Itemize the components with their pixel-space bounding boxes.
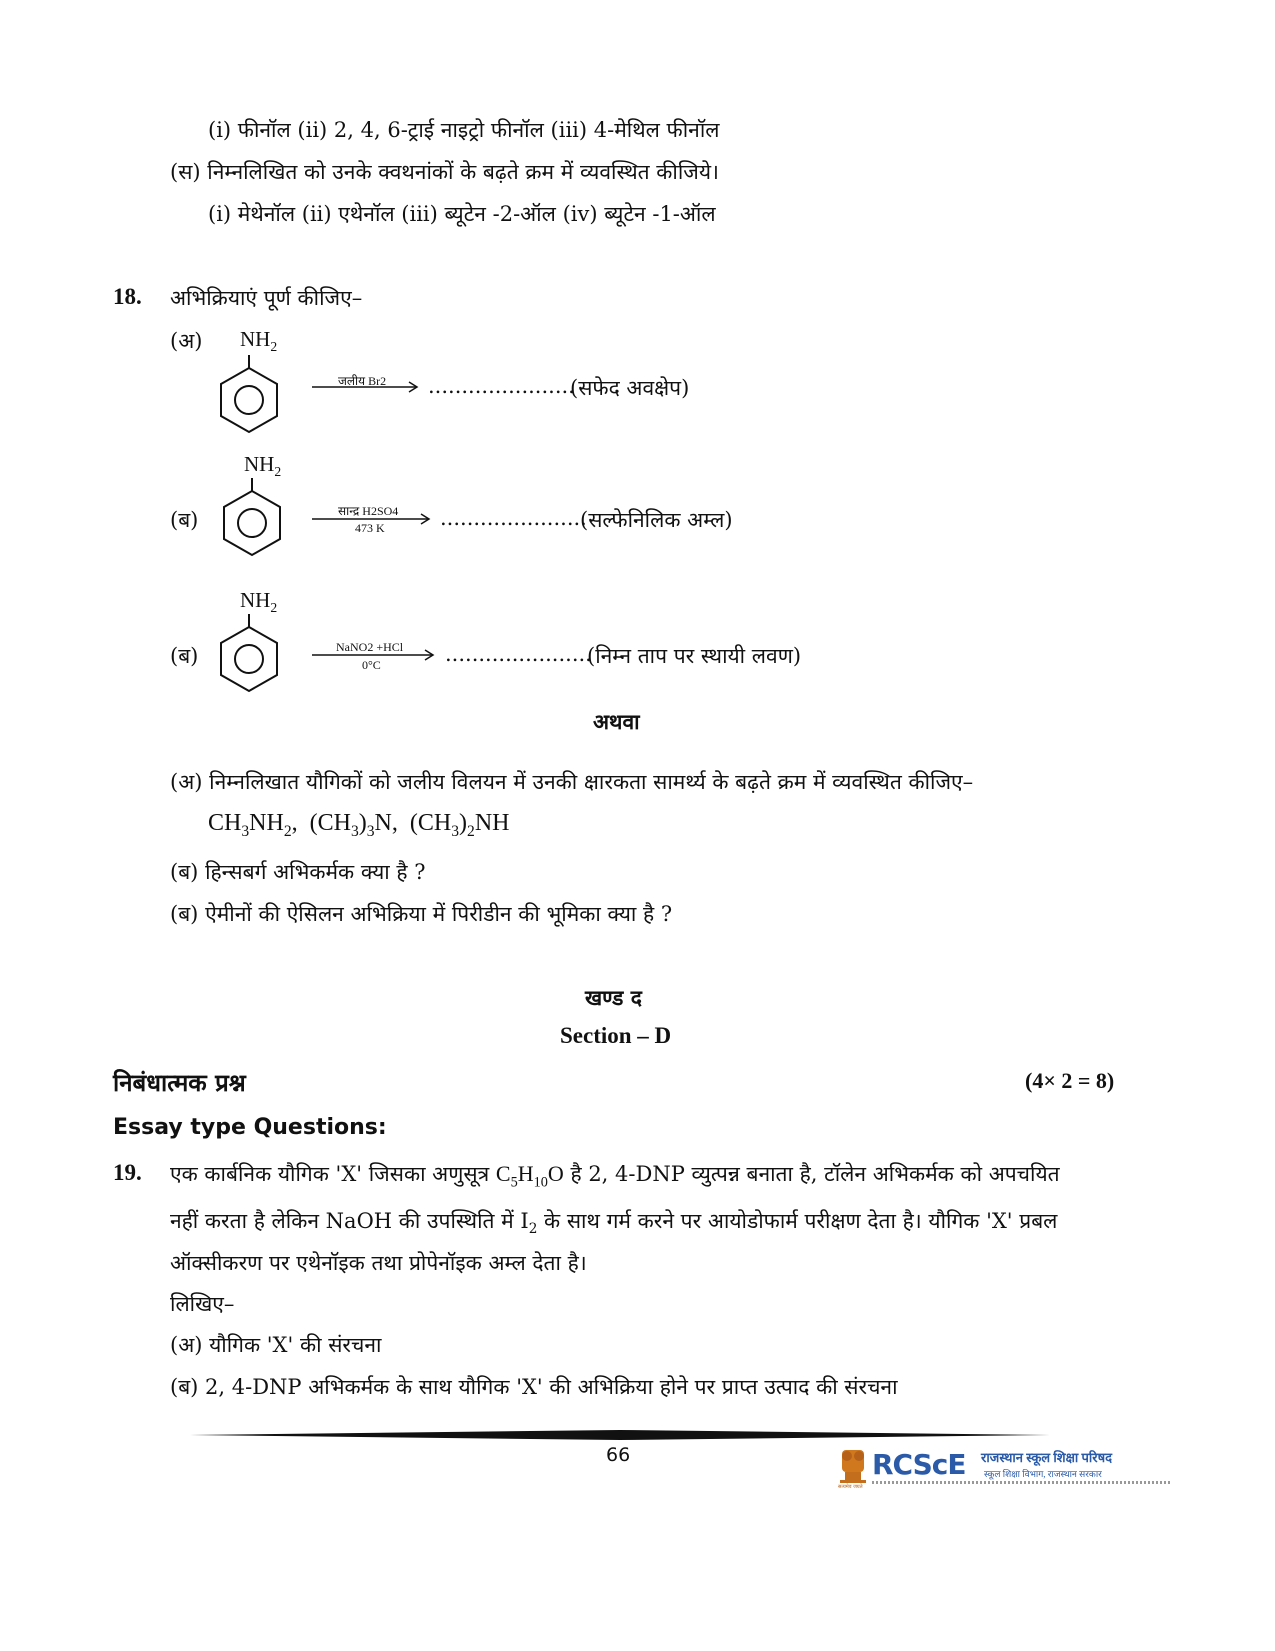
alt-a-label: (अ)	[170, 770, 203, 794]
benzene-ring-a	[215, 355, 285, 435]
alt-c	[170, 900, 672, 928]
org-name: राजस्थान स्कूल शिक्षा परिषद	[981, 1450, 1113, 1465]
reaction-b-reagent-top: सान्द्र H2SO4	[338, 504, 399, 518]
section-marks: (4× 2 = 8)	[1025, 1068, 1115, 1093]
q18-title: अभिक्रियाएं पूर्ण कीजिए–	[170, 286, 363, 310]
reaction-c-blank: ......................	[445, 642, 592, 666]
q17-part-s-list: (i) मेथेनॉल (ii) एथेनॉल (iii) ब्यूटेन -2-ऑल (iv) ब्यूटेन -1-ऑल	[208, 202, 716, 226]
q19-part-a: (अ) यौगिक 'X' की संरचना	[170, 1333, 382, 1357]
reaction-c-reagent-bottom: 0°C	[362, 658, 381, 672]
reaction-a-blank: ......................	[428, 374, 575, 398]
q17-part-s	[170, 158, 719, 186]
section-hindi: खण्ड द	[585, 985, 642, 1010]
reaction-a-product: (सफेद अवक्षेप)	[570, 376, 690, 400]
q17-part-s-text: निम्नलिखित को उनके क्वथनांकों के बढ़ते क्रम में व्यवस्थित कीजिये।	[207, 160, 720, 184]
q19-part-b: (ब) 2, 4-DNP अभिकर्मक के साथ यौगिक 'X' की अभिक्रिया होने पर प्राप्त उत्पाद की संरचना	[170, 1375, 898, 1399]
q18-number: 18.	[113, 284, 142, 309]
q19-number: 19.	[113, 1160, 142, 1185]
reaction-a-label: (अ)	[170, 329, 203, 353]
q17-part-s-label: (स)	[170, 160, 201, 184]
benzene-ring-b	[218, 478, 288, 558]
alt-c-label: (ब)	[170, 902, 199, 926]
alt-b-text: हिन्सबर्ग अभिकर्मक क्या है ?	[205, 860, 426, 884]
org-subtitle: स्कूल शिक्षा विभाग, राजस्थान सरकार	[984, 1469, 1102, 1479]
logo-underline	[872, 1481, 1172, 1484]
q19-line1: एक कार्बनिक यौगिक 'X' जिसका अणुसूत्र $C_5H_{10}O$ है 2, 4-DNP व्युत्पन्न बनाता है, टॉलेन अभिकर्मक को अपचयित	[170, 1161, 1060, 1191]
q17-list-ii: (i) फीनॉल (ii) 2, 4, 6-ट्राई नाइट्रो फीनॉल (iii) 4-मेथिल फीनॉल	[208, 118, 720, 142]
footer-rule	[190, 1428, 1050, 1442]
reaction-c-reagent-top: NaNO2 +HCl	[336, 640, 404, 654]
section-heading-english: Essay type Questions:	[113, 1115, 387, 1140]
alt-b	[170, 858, 425, 886]
reaction-c-label: (ब)	[170, 644, 199, 668]
reaction-c-nh2: $NH_2$	[240, 588, 278, 616]
reaction-c-product: (निम्न ताप पर स्थायी लवण)	[587, 644, 802, 668]
reaction-a-nh2: $NH_2$	[240, 327, 278, 355]
alt-a-compounds: $CH_3NH_2$, $(CH_3)_3N$, $(CH_3)_2NH$	[208, 810, 510, 840]
page-number: 66	[606, 1444, 631, 1466]
q19-write: लिखिए–	[170, 1292, 235, 1316]
reaction-b-reagent-bottom: 473 K	[355, 521, 385, 535]
alt-a	[170, 768, 973, 796]
reaction-b-blank: ......................	[440, 506, 587, 530]
benzene-ring-c	[215, 614, 285, 694]
reaction-b-product: (सल्फेनिलिक अम्ल)	[580, 508, 733, 532]
reaction-a-arrow-icon	[312, 381, 422, 393]
reaction-a-reagent: जलीय Br2	[338, 374, 387, 388]
q19-line3: ऑक्सीकरण पर एथेनॉइक तथा प्रोपेनॉइक अम्ल देता है।	[170, 1251, 587, 1275]
q19-line2: नहीं करता है लेकिन NaOH की उपस्थिति में $I_2$ के साथ गर्म करने पर आयोडोफार्म परीक्षण देता है। यौगिक 'X' प्रबल	[170, 1209, 1058, 1238]
emblem-motto: सत्यमेव जयते	[838, 1484, 863, 1490]
reaction-b-label: (ब)	[170, 508, 199, 532]
alt-a-text: निम्नलिखात यौगिकों को जलीय विलयन में उनकी क्षारकता सामर्थ्य के बढ़ते क्रम में व्यवस्थित कीजिए–	[209, 770, 974, 794]
section-english: Section – D	[560, 1023, 672, 1048]
reaction-b-nh2: $NH_2$	[244, 452, 282, 480]
alt-c-text: ऐमीनों की ऐसिलन अभिक्रिया में पिरीडीन की भूमिका क्या है ?	[205, 902, 673, 926]
rcsce-logo	[836, 1446, 1176, 1496]
section-heading-hindi: निबंधात्मक प्रश्न	[113, 1068, 246, 1097]
or-divider: अथवा	[593, 709, 640, 734]
logo-text: RCScE	[872, 1448, 966, 1481]
alt-b-label: (ब)	[170, 860, 199, 884]
